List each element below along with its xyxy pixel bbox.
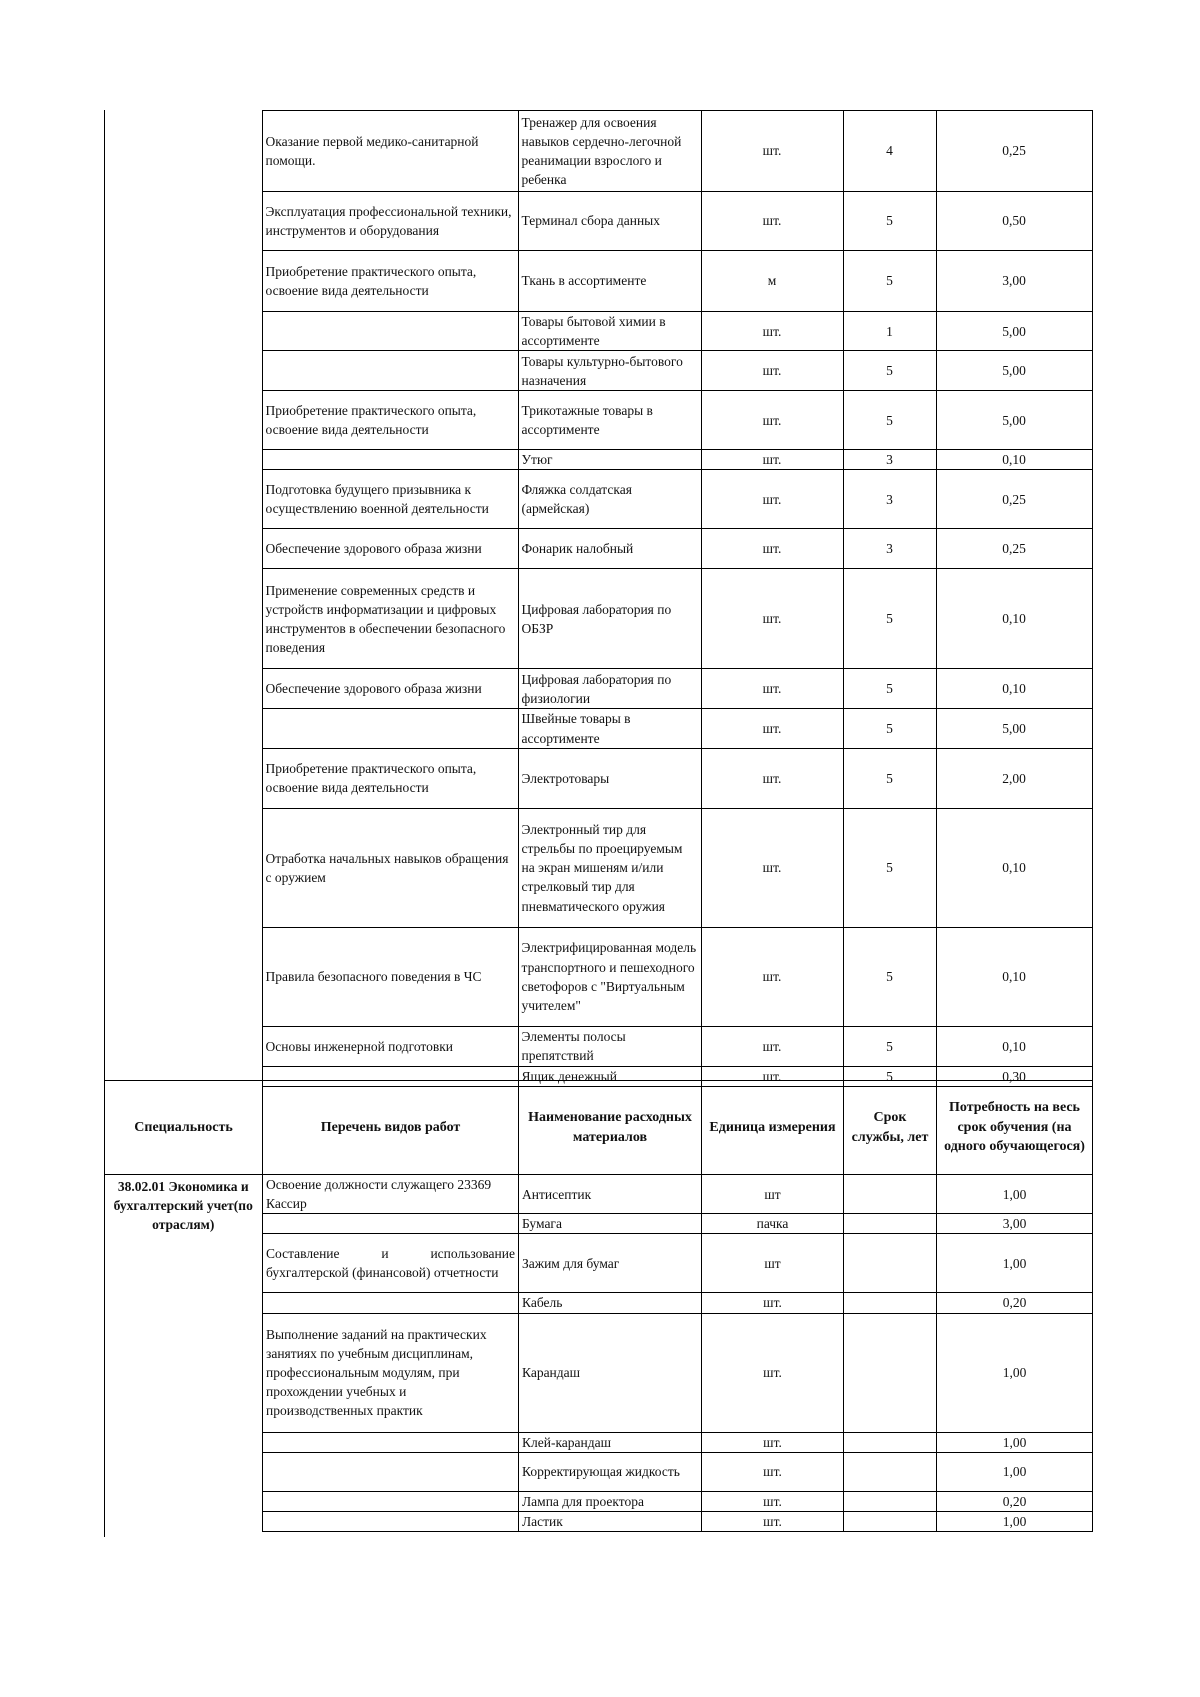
need-cell: 0,30 bbox=[936, 1066, 1092, 1086]
term-cell: 5 bbox=[843, 669, 936, 709]
work-cell: Подготовка будущего призывника к осуществлению военной деятельности bbox=[262, 470, 518, 529]
term-cell: 5 bbox=[843, 391, 936, 450]
table-row bbox=[104, 192, 1092, 251]
need-cell: 5,00 bbox=[936, 312, 1092, 351]
table-row bbox=[104, 312, 1092, 351]
term-cell bbox=[844, 1293, 937, 1313]
work-cell bbox=[263, 1293, 519, 1313]
unit-cell: шт. bbox=[701, 312, 843, 351]
material-cell: Зажим для бумаг bbox=[519, 1234, 702, 1293]
material-cell: Утюг bbox=[518, 450, 701, 470]
work-cell bbox=[263, 1432, 519, 1452]
row-blank-cell bbox=[104, 529, 262, 569]
material-cell: Цифровая лаборатория по ОБЗР bbox=[518, 569, 701, 669]
need-cell: 5,00 bbox=[936, 391, 1092, 450]
material-cell: Лампа для проектора bbox=[519, 1491, 702, 1511]
term-cell bbox=[844, 1234, 937, 1293]
work-cell bbox=[262, 351, 518, 391]
unit-cell: шт. bbox=[702, 1511, 844, 1531]
header-specialty: Специальность bbox=[105, 1081, 263, 1175]
term-cell bbox=[844, 1175, 937, 1214]
work-cell: Правила безопасного поведения в ЧС bbox=[262, 927, 518, 1026]
work-cell: Обеспечение здорового образа жизни bbox=[262, 529, 518, 569]
table-row bbox=[104, 808, 1092, 927]
unit-cell: шт. bbox=[701, 748, 843, 808]
row-blank-cell bbox=[104, 669, 262, 709]
work-cell bbox=[262, 312, 518, 351]
unit-cell: шт. bbox=[701, 808, 843, 927]
material-cell: Трикотажные товары в ассортименте bbox=[518, 391, 701, 450]
material-cell: Антисептик bbox=[519, 1175, 702, 1214]
need-cell: 1,00 bbox=[937, 1432, 1093, 1452]
unit-cell: шт. bbox=[702, 1432, 844, 1452]
unit-cell: шт. bbox=[701, 529, 843, 569]
term-cell: 1 bbox=[843, 312, 936, 351]
material-cell: Товары культурно-бытового назначения bbox=[518, 351, 701, 391]
unit-cell: шт. bbox=[701, 470, 843, 529]
table-row bbox=[104, 748, 1092, 808]
material-cell: Ластик bbox=[519, 1511, 702, 1531]
header-need: Потребность на весь срок обучения (на одного обучающегося) bbox=[937, 1081, 1093, 1175]
term-cell bbox=[844, 1214, 937, 1234]
term-cell: 5 bbox=[843, 192, 936, 251]
row-blank-cell bbox=[104, 312, 262, 351]
material-cell: Фонарик налобный bbox=[518, 529, 701, 569]
term-cell: 5 bbox=[843, 569, 936, 669]
need-cell: 0,10 bbox=[936, 569, 1092, 669]
need-cell: 3,00 bbox=[937, 1214, 1093, 1234]
table-row bbox=[104, 450, 1092, 470]
material-cell: Товары бытовой химии в ассортименте bbox=[518, 312, 701, 351]
unit-cell: шт. bbox=[701, 669, 843, 709]
material-cell: Элементы полосы препятствий bbox=[518, 1026, 701, 1066]
material-cell: Цифровая лаборатория по физиологии bbox=[518, 669, 701, 709]
need-cell: 0,10 bbox=[936, 927, 1092, 1026]
term-cell bbox=[844, 1491, 937, 1511]
term-cell bbox=[844, 1432, 937, 1452]
need-cell: 0,25 bbox=[936, 529, 1092, 569]
need-cell: 1,00 bbox=[937, 1313, 1093, 1432]
row-blank-cell bbox=[104, 808, 262, 927]
need-cell: 0,10 bbox=[936, 1026, 1092, 1066]
need-cell: 0,50 bbox=[936, 192, 1092, 251]
work-cell: Составление и использование бухгалтерской (финансовой) отчетности bbox=[263, 1234, 519, 1293]
need-cell: 0,10 bbox=[936, 669, 1092, 709]
material-cell: Ящик денежный bbox=[518, 1066, 701, 1086]
need-cell: 0,10 bbox=[936, 808, 1092, 927]
need-cell: 0,25 bbox=[936, 111, 1092, 192]
material-cell: Электронный тир для стрельбы по проецируемым на экран мишеням и/или стрелковый тир для пневматического оружия bbox=[518, 808, 701, 927]
need-cell: 1,00 bbox=[937, 1234, 1093, 1293]
unit-cell: шт. bbox=[701, 927, 843, 1026]
work-cell bbox=[263, 1491, 519, 1511]
need-cell: 0,25 bbox=[936, 470, 1092, 529]
row-blank-cell bbox=[104, 927, 262, 1026]
table-row bbox=[104, 391, 1092, 450]
work-cell: Оказание первой медико-санитарной помощи. bbox=[262, 111, 518, 192]
unit-cell: шт. bbox=[701, 569, 843, 669]
work-cell: Приобретение практического опыта, освоение вида деятельности bbox=[262, 251, 518, 312]
unit-cell: шт. bbox=[702, 1313, 844, 1432]
term-cell: 4 bbox=[843, 111, 936, 192]
work-cell: Отработка начальных навыков обращения с оружием bbox=[262, 808, 518, 927]
unit-cell: шт. bbox=[701, 450, 843, 470]
need-cell: 1,00 bbox=[937, 1452, 1093, 1491]
term-cell: 5 bbox=[843, 748, 936, 808]
row-blank-cell bbox=[104, 748, 262, 808]
specialty-materials-table bbox=[104, 1080, 1093, 1532]
unit-cell: шт. bbox=[701, 351, 843, 391]
row-blank-cell bbox=[104, 569, 262, 669]
term-cell: 3 bbox=[843, 529, 936, 569]
row-blank-cell bbox=[104, 450, 262, 470]
work-cell: Применение современных средств и устройств информатизации и цифровых инструментов в обеспечении безопасного поведения bbox=[262, 569, 518, 669]
material-cell: Корректирующая жидкость bbox=[519, 1452, 702, 1491]
unit-cell: шт bbox=[702, 1234, 844, 1293]
term-cell: 5 bbox=[843, 351, 936, 391]
term-cell: 3 bbox=[843, 450, 936, 470]
work-cell: Обеспечение здорового образа жизни bbox=[262, 669, 518, 709]
unit-cell: шт. bbox=[702, 1491, 844, 1511]
table-row bbox=[104, 669, 1092, 709]
unit-cell: шт. bbox=[701, 192, 843, 251]
unit-cell: шт. bbox=[702, 1293, 844, 1313]
unit-cell: шт. bbox=[701, 391, 843, 450]
materials-table-continued bbox=[104, 110, 1093, 1087]
material-cell: Карандаш bbox=[519, 1313, 702, 1432]
row-blank-cell bbox=[104, 470, 262, 529]
row-blank-cell bbox=[104, 192, 262, 251]
table-header-row bbox=[105, 1081, 1093, 1175]
unit-cell: шт bbox=[702, 1175, 844, 1214]
material-cell: Тренажер для освоения навыков сердечно-легочной реанимации взрослого и ребенка bbox=[518, 111, 701, 192]
work-cell bbox=[263, 1214, 519, 1234]
need-cell: 5,00 bbox=[936, 709, 1092, 748]
work-cell bbox=[262, 450, 518, 470]
material-cell: Ткань в ассортименте bbox=[518, 251, 701, 312]
material-cell: Терминал сбора данных bbox=[518, 192, 701, 251]
header-material: Наименование расходных материалов bbox=[519, 1081, 702, 1175]
need-cell: 0,10 bbox=[936, 450, 1092, 470]
work-cell bbox=[263, 1511, 519, 1531]
need-cell: 5,00 bbox=[936, 351, 1092, 391]
work-cell: Выполнение заданий на практических занятиях по учебным дисциплинам, профессиональным модулям, при прохождении учебных и производственных практик bbox=[263, 1313, 519, 1432]
material-cell: Электрифицированная модель транспортного и пешеходного светофоров с "Виртуальным учителем" bbox=[518, 927, 701, 1026]
need-cell: 1,00 bbox=[937, 1175, 1093, 1214]
term-cell: 3 bbox=[843, 470, 936, 529]
term-cell: 5 bbox=[843, 1066, 936, 1086]
term-cell bbox=[844, 1452, 937, 1491]
term-cell: 5 bbox=[843, 808, 936, 927]
term-cell: 5 bbox=[843, 709, 936, 748]
row-blank-cell bbox=[104, 391, 262, 450]
table-row bbox=[105, 1175, 1093, 1214]
header-term: Срок службы, лет bbox=[844, 1081, 937, 1175]
header-works: Перечень видов работ bbox=[263, 1081, 519, 1175]
header-unit: Единица измерения bbox=[702, 1081, 844, 1175]
table-row bbox=[104, 709, 1092, 748]
work-cell bbox=[263, 1452, 519, 1491]
material-cell: Бумага bbox=[519, 1214, 702, 1234]
need-cell: 0,20 bbox=[937, 1491, 1093, 1511]
term-cell bbox=[844, 1313, 937, 1432]
work-cell: Приобретение практического опыта, освоение вида деятельности bbox=[262, 748, 518, 808]
material-cell: Кабель bbox=[519, 1293, 702, 1313]
term-cell: 5 bbox=[843, 927, 936, 1026]
row-blank-cell bbox=[104, 351, 262, 391]
table-row bbox=[104, 470, 1092, 529]
row-blank-cell bbox=[104, 251, 262, 312]
work-cell: Освоение должности служащего 23369 Кассир bbox=[263, 1175, 519, 1214]
need-cell: 0,20 bbox=[937, 1293, 1093, 1313]
material-cell: Клей-карандаш bbox=[519, 1432, 702, 1452]
need-cell: 2,00 bbox=[936, 748, 1092, 808]
unit-cell: шт. bbox=[701, 111, 843, 192]
unit-cell: шт. bbox=[701, 1066, 843, 1086]
unit-cell: пачка bbox=[702, 1214, 844, 1234]
unit-cell: шт. bbox=[701, 1026, 843, 1066]
unit-cell: шт. bbox=[701, 709, 843, 748]
table-row bbox=[104, 251, 1092, 312]
work-cell: Эксплуатация профессиональной техники, инструментов и оборудования bbox=[262, 192, 518, 251]
specialty-name: 38.02.01 Экономика и бухгалтерский учет(по отраслям) bbox=[105, 1175, 263, 1532]
table-row bbox=[104, 1026, 1092, 1066]
row-blank-cell bbox=[104, 709, 262, 748]
row-blank-cell bbox=[104, 1026, 262, 1066]
term-cell bbox=[844, 1511, 937, 1531]
need-cell: 1,00 bbox=[937, 1511, 1093, 1531]
table-row bbox=[104, 569, 1092, 669]
table-row bbox=[104, 529, 1092, 569]
unit-cell: шт. bbox=[702, 1452, 844, 1491]
table-row bbox=[104, 111, 1092, 192]
term-cell: 5 bbox=[843, 251, 936, 312]
material-cell: Фляжка солдатская (армейская) bbox=[518, 470, 701, 529]
row-blank-cell bbox=[104, 111, 262, 192]
work-cell bbox=[262, 709, 518, 748]
table-row bbox=[104, 927, 1092, 1026]
material-cell: Швейные товары в ассортименте bbox=[518, 709, 701, 748]
work-cell: Приобретение практического опыта, освоение вида деятельности bbox=[262, 391, 518, 450]
work-cell: Основы инженерной подготовки bbox=[262, 1026, 518, 1066]
unit-cell: м bbox=[701, 251, 843, 312]
material-cell: Электротовары bbox=[518, 748, 701, 808]
table-row bbox=[104, 351, 1092, 391]
need-cell: 3,00 bbox=[936, 251, 1092, 312]
term-cell: 5 bbox=[843, 1026, 936, 1066]
